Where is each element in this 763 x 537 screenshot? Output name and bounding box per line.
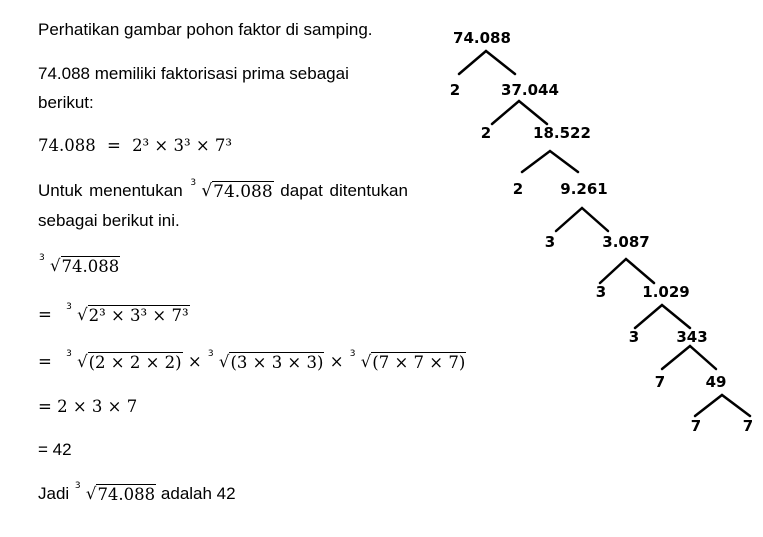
tree-branch-2 [522,151,578,172]
eq1-equals: = [106,136,121,155]
radical-index: 3 [66,302,72,312]
cube-root-74088: 3 √ 74.088 [74,481,156,504]
tree-node-n8: 3.087 [602,233,650,251]
cube-root-group-7: 3 √ (7 × 7 × 7) [349,349,466,372]
tree-node-n1: 2 [449,81,461,99]
tree-node-n12: 343 [676,328,708,346]
tree-branch-5 [635,305,690,328]
tree-node-n11: 3 [628,328,640,346]
radical-index: 3 [39,253,45,263]
para2-word-menentukan: menentukan [89,181,183,200]
radical-index: 3 [74,481,81,491]
para1-line1: 74.088 memiliki faktorisasi prima sebagai [38,64,349,83]
tree-node-n3: 2 [480,124,492,142]
radical-radicand: 2³ × 3³ × 7³ [88,306,189,325]
times-sign: × [329,352,344,371]
radical-index: 3 [207,349,214,359]
step4-result: = 42 [38,440,72,459]
radical-radicand: 74.088 [213,182,273,202]
cube-root-group-2: 3 √ (2 × 2 × 2) [66,349,182,372]
tree-node-n0: 74.088 [453,29,511,47]
para2-word-untuk: Untuk [38,181,83,200]
radical-radicand: (3 × 3 × 3) [230,353,324,372]
tree-node-n14: 49 [705,373,727,391]
cube-root-powers: 3 √ 2³ × 3³ × 7³ [66,302,189,325]
tree-node-n6: 9.261 [560,180,608,198]
tree-node-n7: 3 [544,233,556,251]
tree-node-n5: 2 [512,180,524,198]
eq1-rhs: 2³ × 3³ × 7³ [132,136,233,155]
tree-node-n13: 7 [654,373,666,391]
conclusion-post: adalah 42 [160,484,236,503]
tree-node-n10: 1.029 [642,283,690,301]
intro-text: Perhatikan gambar pohon faktor di samping. [38,20,373,39]
radical-index: 3 [66,349,72,359]
tree-branch-4 [600,259,654,283]
para1-line2: berikut: [38,93,94,112]
radical-index: 3 [349,349,356,359]
radical-radicand: (7 × 7 × 7) [372,353,466,372]
para2-word-dapat: dapat [280,181,323,200]
step2-equals: = [38,352,52,371]
tree-branch-1 [492,101,547,124]
times-sign: × [187,352,202,371]
radical-radicand: 74.088 [61,257,120,276]
tree-node-n15: 7 [690,417,702,435]
para2-word-ditentukan: ditentukan [329,181,408,200]
cube-root-group-3: 3 √ (3 × 3 × 3) [207,349,324,372]
tree-node-n4: 18.522 [533,124,591,142]
tree-branch-3 [556,208,608,231]
tree-branch-6 [662,346,716,369]
radical-radicand: 74.088 [97,485,156,504]
tree-node-n9: 3 [595,283,607,301]
eq1-lhs: 74.088 [38,136,96,155]
step1-equals: = [38,305,52,324]
radical-index: 3 [190,178,197,188]
tree-branch-7 [695,395,750,416]
conclusion-pre: Jadi [38,484,70,503]
cube-root-74088: 3 √ 74.088 [39,253,120,276]
tree-branch-0 [459,51,515,74]
tree-node-n16: 7 [742,417,754,435]
radical-radicand: (2 × 2 × 2) [88,353,182,372]
para2-line2: sebagai berikut ini. [38,211,180,230]
cube-root-74088: 3 √ 74.088 [190,178,273,202]
tree-node-n2: 37.044 [501,81,559,99]
step3: = 2 × 3 × 7 [38,397,138,416]
